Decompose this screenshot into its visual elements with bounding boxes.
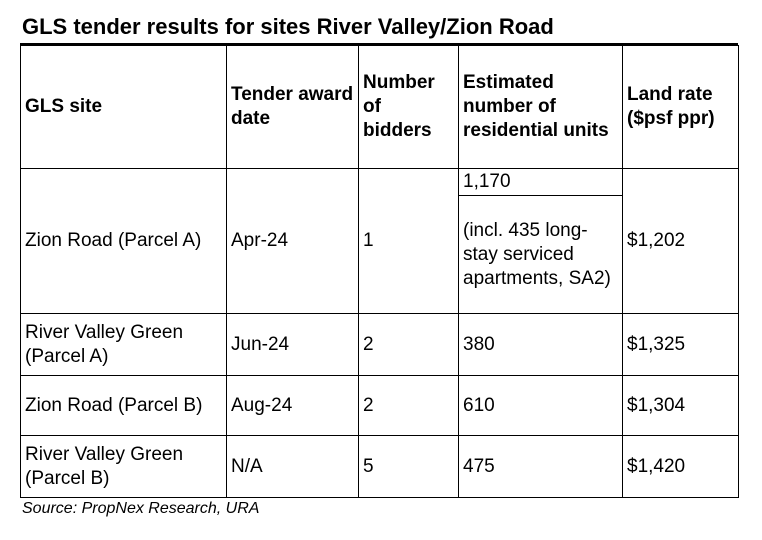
header-land-rate: Land rate ($psf ppr) xyxy=(623,46,739,169)
cell-rate: $1,325 xyxy=(623,314,739,376)
table-row xyxy=(21,169,739,196)
header-number-of-bidders: Number of bidders xyxy=(359,46,459,169)
table-row xyxy=(21,376,739,436)
cell-site: River Valley Green (Parcel A) xyxy=(21,314,227,376)
table-row xyxy=(21,314,739,376)
cell-date: N/A xyxy=(227,436,359,498)
cell-units: 610 xyxy=(459,376,623,436)
cell-date: Apr-24 xyxy=(227,169,359,314)
cell-bidders: 5 xyxy=(359,436,459,498)
header-gls-site: GLS site xyxy=(21,46,227,169)
table-title: GLS tender results for sites River Valley/Zion Road xyxy=(22,14,554,39)
cell-date: Jun-24 xyxy=(227,314,359,376)
table-header-row xyxy=(21,46,739,169)
tender-results-table xyxy=(20,45,739,498)
cell-rate: $1,202 xyxy=(623,169,739,314)
cell-bidders: 2 xyxy=(359,376,459,436)
cell-units: 475 xyxy=(459,436,623,498)
cell-site: River Valley Green (Parcel B) xyxy=(21,436,227,498)
cell-bidders: 2 xyxy=(359,314,459,376)
cell-site: Zion Road (Parcel A) xyxy=(21,169,227,314)
cell-units-note: (incl. 435 long-stay serviced apartments, SA2) xyxy=(459,196,623,314)
source-note: Source: PropNex Research, URA xyxy=(22,500,260,517)
header-tender-award-date: Tender award date xyxy=(227,46,359,169)
cell-date: Aug-24 xyxy=(227,376,359,436)
cell-units: 1,170 xyxy=(459,169,623,196)
header-estimated-units: Estimated number of residential units xyxy=(459,46,623,169)
cell-site: Zion Road (Parcel B) xyxy=(21,376,227,436)
cell-bidders: 1 xyxy=(359,169,459,314)
cell-rate: $1,304 xyxy=(623,376,739,436)
cell-units: 380 xyxy=(459,314,623,376)
table-row xyxy=(21,436,739,498)
cell-rate: $1,420 xyxy=(623,436,739,498)
